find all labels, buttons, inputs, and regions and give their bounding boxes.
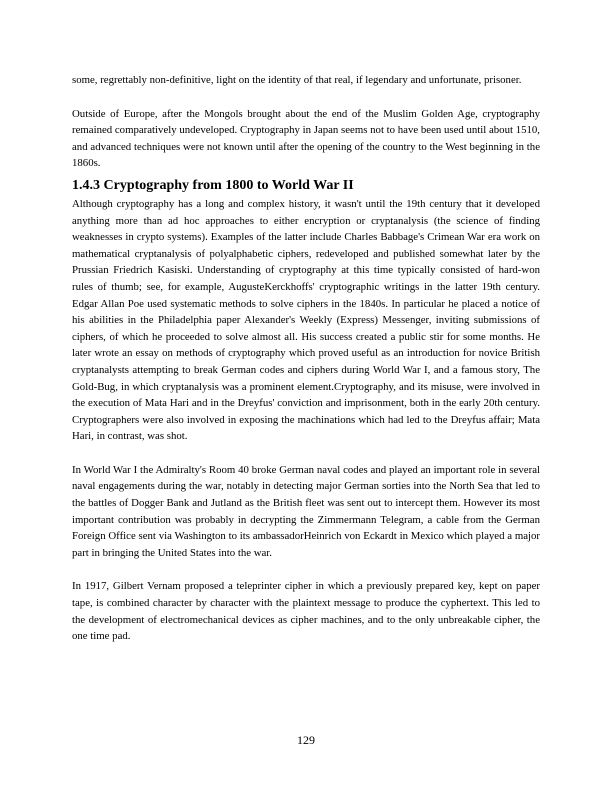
- paragraph-world-war-i: In World War I the Admiralty's Room 40 broke German naval codes and played an important role in several naval engagements during the war, notably in detecting major German sorties into the North Sea that led to the battles of Dogger Bank and Jutland as the British fleet was sent out to intercept them. However its most important contribution was probably in decrypting the Zimmermann Telegram, a cable from the German Foreign Office sent via Washington to its ambassadorHeinrich von Eckardt in Mexico which played a major part in bringing the United States into the war.: [72, 463, 540, 559]
- paragraph-spacer: [72, 561, 540, 578]
- page-number: 129: [297, 733, 315, 747]
- paragraph-prisoner: some, regrettably non-definitive, light on the identity of that real, if legendary and unfortunate, prisoner.: [72, 74, 522, 86]
- paragraph-vernam: In 1917, Gilbert Vernam proposed a teleprinter cipher in which a previously prepared key, kept on paper tape, is combined character by character with the plaintext message to produce the cyphertext. This led to the development of electromechanical devices as cipher machines, and to the only unbreakable cipher, the one time pad.: [72, 580, 540, 643]
- paragraph-outside-europe: Outside of Europe, after the Mongols brought about the end of the Muslim Golden Age, cryptography remained comparatively undeveloped. Cryptography in Japan seems not to have been used until about 1510, and advanced techniques were not known until after the opening of the country to the West beginning in the 1860s.: [72, 107, 540, 170]
- section-heading: 1.4.3 Cryptography from 1800 to World War II: [72, 177, 354, 193]
- paragraph-19th-century: Although cryptography has a long and complex history, it wasn't until the 19th century that it developed anything more than ad hoc approaches to either encryption or cryptanalysis (the science of finding weaknesses in crypto systems). Examples of the latter include Charles Babbage's Crimean War era work on mathematical cryptanalysis of polyalphabetic ciphers, redeveloped and published somewhat later by the Prussian Friedrich Kasiski. Understanding of cryptography at this time typically consisted of hard-won rules of thumb; see, for example, AugusteKerckhoffs' cryptographic writings in the latter 19th century. Edgar Allan Poe used systematic methods to solve ciphers in the 1840s. In particular he placed a notice of his abilities in the Philadelphia paper Alexander's Weekly (Express) Messenger, inviting submissions of ciphers, of which he proceeded to solve almost all. His success created a public stir for some months. He later wrote an essay on methods of cryptography which proved useful as an introduction for novice British cryptanalysts attempting to break German codes and ciphers during World War I, and a famous story, The Gold-Bug, in which cryptanalysis was a prominent element.Cryptography, and its misuse, were involved in the execution of Mata Hari and in the Dreyfus' conviction and imprisonment, both in the early 20th century. Cryptographers were also involved in exposing the machinations which had led to the Dreyfus affair; Mata Hari, in contrast, was shot.: [72, 197, 540, 443]
- paragraph-spacer: [72, 89, 540, 106]
- document-page: [72, 72, 540, 645]
- paragraph-spacer: [72, 445, 540, 462]
